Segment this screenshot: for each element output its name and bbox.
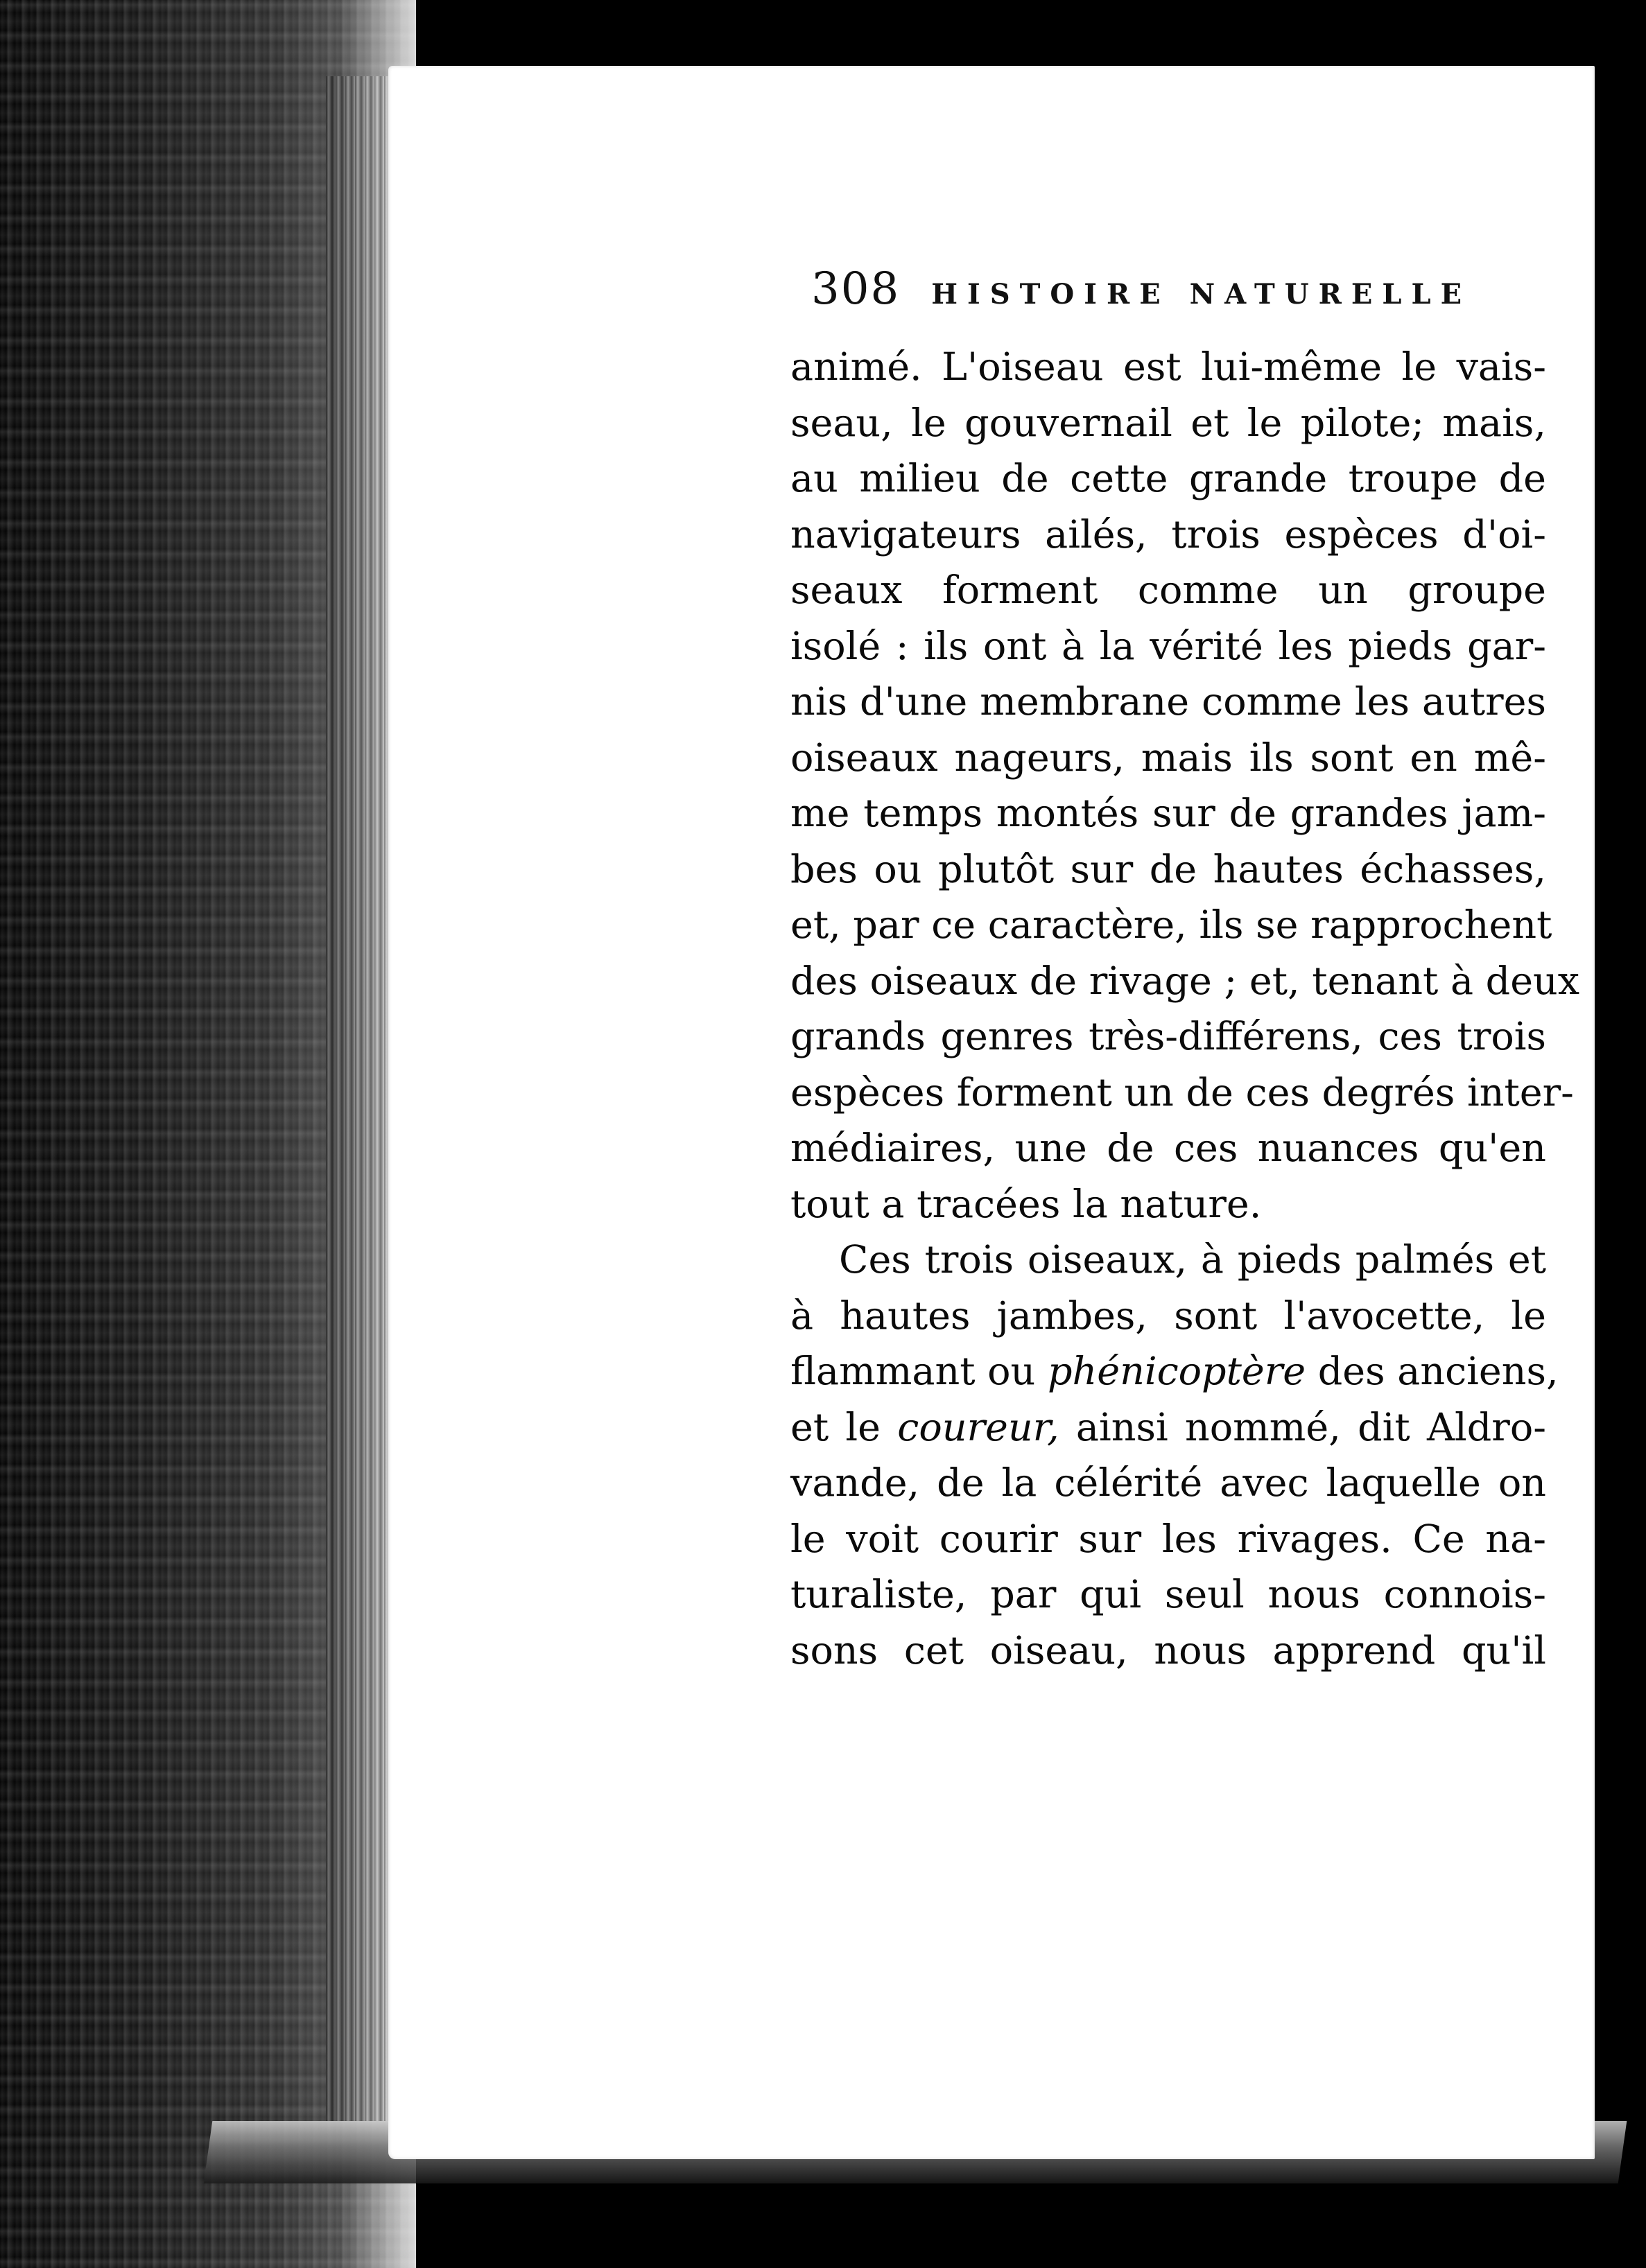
text-segment: des anciens, [1306, 1349, 1559, 1394]
text-line-with-italic [790, 1344, 1559, 1400]
text-line: des oiseaux de rivage ; et, tenant à deux [790, 958, 1580, 1004]
text-line: isolé : ils ont à la vérité les pieds gar- [790, 623, 1546, 669]
body-text [790, 340, 1580, 1679]
page-header [811, 263, 1505, 326]
text-segment: flammant ou [790, 1349, 1048, 1394]
page-number: 308 [811, 263, 901, 315]
text-line: animé. L'oiseau est lui-même le vais- [790, 344, 1546, 390]
text-line: le voit courir sur les rivages. Ce na- [790, 1516, 1546, 1562]
text-line: vande, de la célérité avec laquelle on [790, 1460, 1546, 1506]
text-line: médiaires, une de ces nuances qu'en [790, 1126, 1546, 1171]
running-head: HISTOIRE NATURELLE [931, 278, 1472, 311]
text-segment: et le [790, 1404, 898, 1450]
text-line: bes ou plutôt sur de hautes échasses, [790, 846, 1546, 892]
text-line: Ces trois oiseaux, à pieds palmés et [839, 1237, 1546, 1282]
text-line: grands genres très-différens, ces trois [790, 1014, 1546, 1059]
italic-term: phénicoptère [1047, 1349, 1306, 1394]
text-line: tout a tracées la nature. [790, 1181, 1262, 1227]
text-line: espèces forment un de ces degrés inter- [790, 1070, 1574, 1115]
text-line: oiseaux nageurs, mais ils sont en mê- [790, 735, 1546, 780]
text-line: au milieu de cette grande troupe de [790, 456, 1546, 501]
text-line: nis d'une membrane comme les autres [790, 679, 1546, 724]
text-line: navigateurs ailés, trois espèces d'oi- [790, 512, 1546, 557]
text-line: et, par ce caractère, ils se rapprochent [790, 902, 1552, 948]
text-line: turaliste, par qui seul nous connois- [790, 1572, 1546, 1617]
text-line: seau, le gouvernail et le pilote; mais, [790, 400, 1546, 446]
text-line-with-italic [790, 1400, 1546, 1456]
text-line: à hautes jambes, sont l'avocette, le [790, 1293, 1546, 1338]
text-segment: ainsi nommé, dit Aldro- [1059, 1404, 1546, 1450]
italic-term: coureur, [897, 1404, 1059, 1450]
text-line: seaux forment comme un groupe [790, 568, 1546, 613]
text-line: me temps montés sur de grandes jam- [790, 791, 1546, 836]
text-line: sons cet oiseau, nous apprend qu'il [790, 1628, 1546, 1673]
